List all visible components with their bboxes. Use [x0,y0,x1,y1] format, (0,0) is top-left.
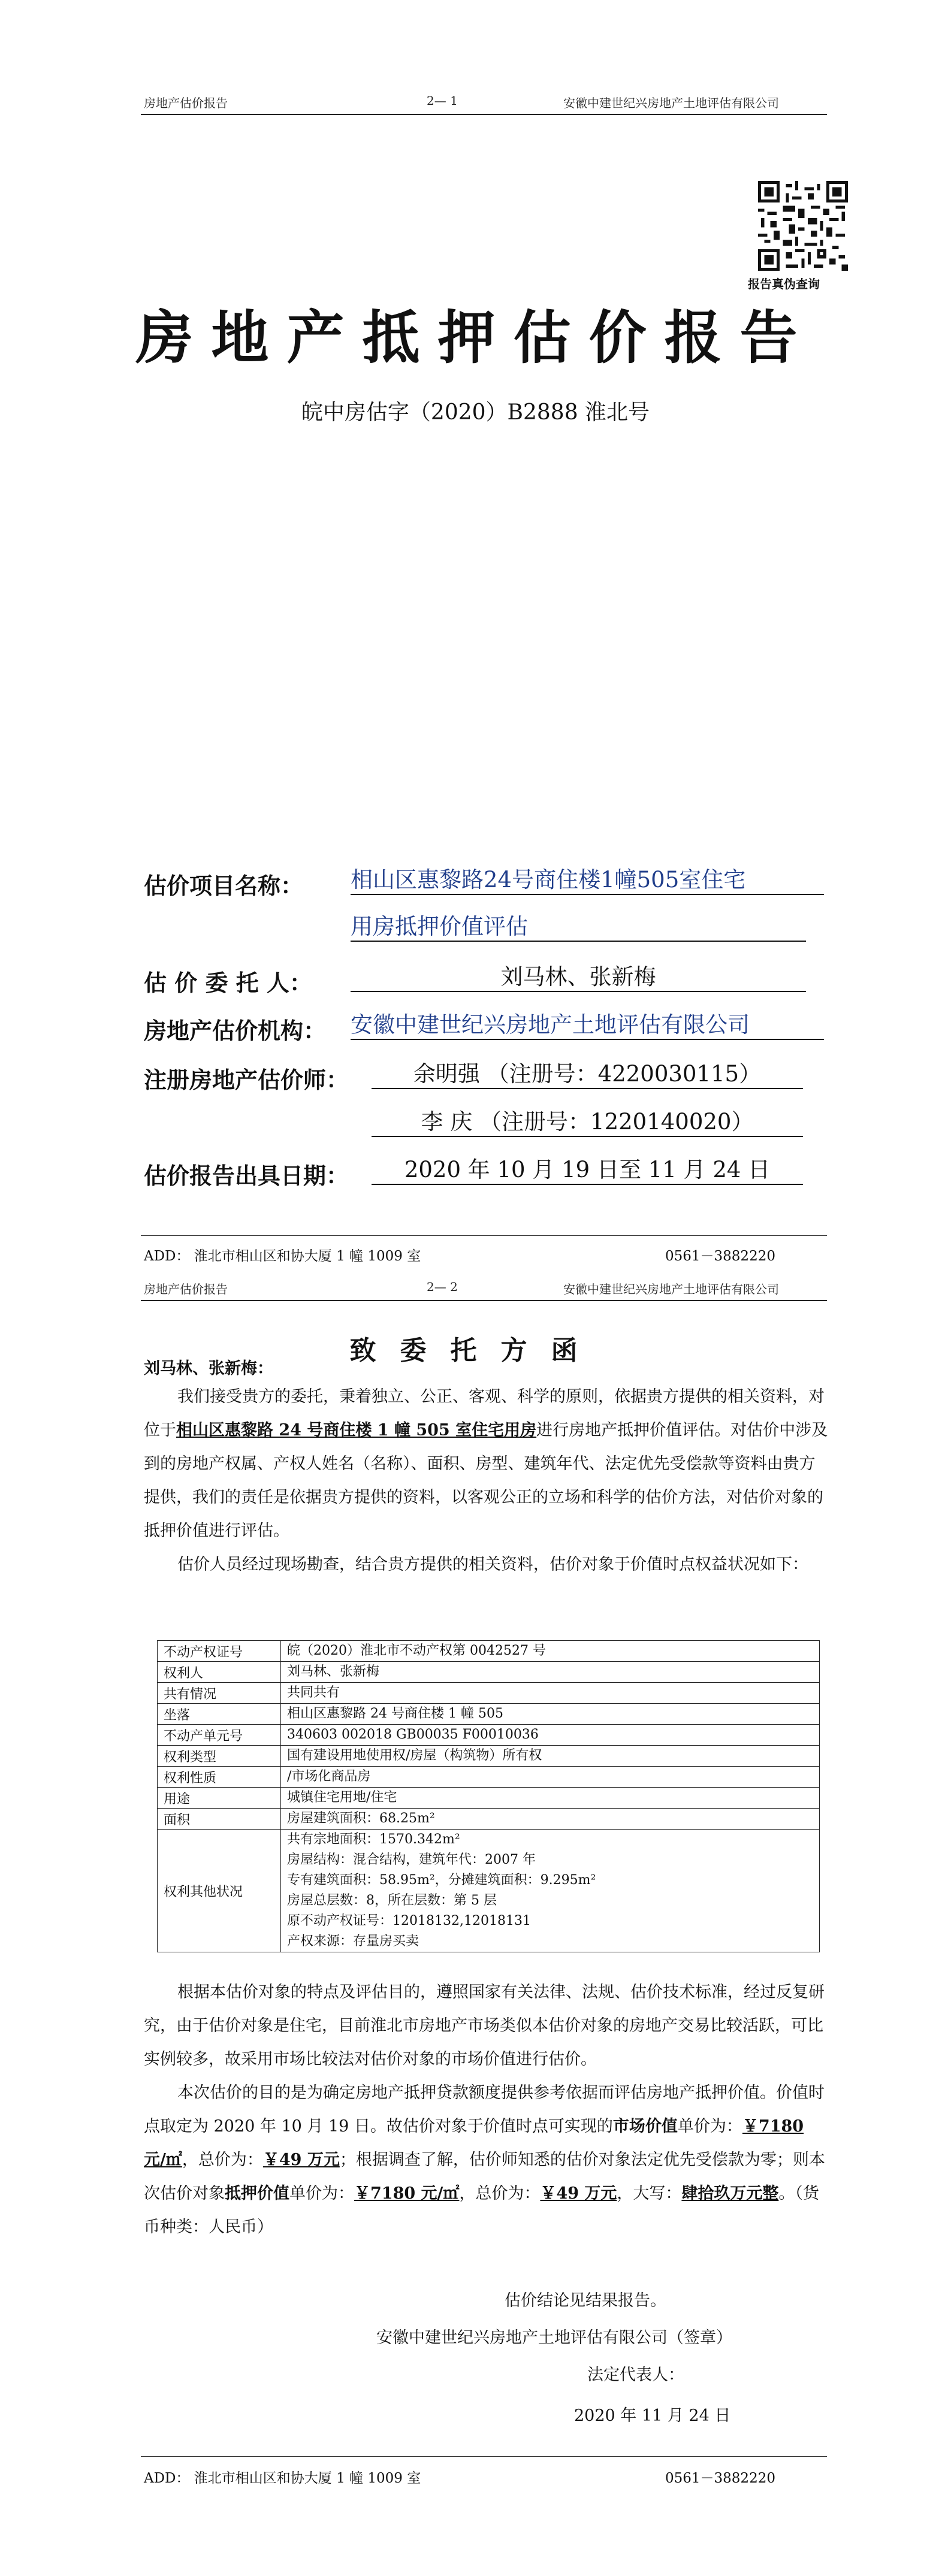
letter-title: 致委托方函 [349,1335,602,1366]
paragraph-text: 本次估价的目的是为确定房地产抵押贷款额度提供参考依据而评估房地产抵押价值。价值时点取定为 2020 年 10 月 19 日。故估价对象于价值时点可实现的 [144,2084,825,2136]
paragraph-text: ，总价为： [182,2151,263,2169]
header-right: 安徽中建世纪兴房地产土地评估有限公司 [563,96,779,110]
paragraph-text: ，总价为： [459,2184,541,2203]
table-value-line: /市场化商品房 [287,1769,371,1784]
document-number: 皖中房估字（2020）B2888 淮北号 [301,400,650,425]
report-date-value: 2020 年 10 月 19 日至 11 月 24 日 [372,1156,803,1185]
table-row [158,1641,820,1662]
table-row [158,1767,820,1788]
header-rule [141,114,827,115]
table-key-cell: 不动产权证号 [158,1641,281,1662]
paragraph-text: 根据本估价对象的特点及评估目的，遵照国家有关法律、法规、估价技术标准，经过反复研究，由于估价对象是住宅，目前淮北市房地产市场类似本估价对象的房地产交易比较活跃，可比实例较多，故采用市场比较法对估价对象的市场价值进行估价。 [144,1983,825,2069]
header-rule [141,1300,827,1301]
header-right: 安徽中建世纪兴房地产土地评估有限公司 [563,1282,779,1296]
table-value-cell [281,1725,820,1746]
paragraph-text: ，大写： [617,2184,682,2203]
table-value-line: 皖（2020）淮北市不动产权第 0042527 号 [287,1643,546,1658]
report-title: 房地产抵押估价报告 [135,304,816,371]
table-value-line: 相山区惠黎路 24 号商住楼 1 幢 505 [287,1706,503,1721]
table-value-line: 共有宗地面积：1570.342m² [287,1832,460,1847]
table-row [158,1809,820,1830]
table-value-line: 房屋结构：混合结构，建筑年代：2007 年 [287,1852,536,1867]
appraiser-2: 李 庆 （注册号：1220140020） [372,1108,803,1137]
table-value-cell [281,1683,820,1704]
table-row [158,1788,820,1809]
table-key-cell: 坐落 [158,1704,281,1725]
table-value-cell [281,1788,820,1809]
qr-caption: 报告真伪查询 [748,277,820,291]
table-row [158,1830,820,1952]
table-value-line: 国有建设用地使用权/房屋（构筑物）所有权 [287,1748,542,1763]
footer-address: ADD： 淮北市相山区和协大厦 1 幢 1009 室 [144,2471,421,2486]
table-key-cell: 权利类型 [158,1746,281,1767]
agency-value: 安徽中建世纪兴房地产土地评估有限公司 [351,1011,824,1040]
header-page-number: 2— 1 [427,93,458,108]
mortgage-unit-price: ￥7180 元/㎡ [354,2184,460,2203]
table-key-cell: 权利人 [158,1662,281,1683]
letter-paragraph-2 [144,1548,830,1582]
table-value-line: 城镇住宅用地/住宅 [287,1790,397,1805]
table-value-cell [281,1641,820,1662]
paragraph-text: 估价人员经过现场勘查，结合贵方提供的相关资料，估价对象于价值时点权益状况如下： [177,1555,808,1574]
client-value: 刘马林、张新梅 [351,963,806,992]
project-value-line2: 用房抵押价值评估 [351,913,806,942]
paragraph-text: 单价为： [289,2184,354,2203]
mortgage-value-term: 抵押价值 [225,2184,289,2203]
header-left: 房地产估价报告 [144,96,228,110]
qr-code-icon[interactable] [758,181,848,271]
signature-date: 2020 年 11 月 24 日 [574,2406,731,2425]
table-row [158,1662,820,1683]
letter-paragraph-1 [144,1380,830,1548]
paragraph-text: 单价为： [677,2117,742,2136]
header-page-number: 2— 2 [427,1280,458,1294]
table-value-cell [281,1767,820,1788]
appraiser-1: 余明强 （注册号：4220030115） [372,1060,803,1089]
table-value-cell [281,1704,820,1725]
table-row [158,1725,820,1746]
table-row [158,1704,820,1725]
paragraph-text: ；根据调查了解，估价师知悉的估价对象法定优先受偿款为零；则本次估价对象 [144,2151,825,2203]
letter-salutation: 刘马林、张新梅： [144,1359,273,1378]
letter-paragraph-3 [144,1976,830,2076]
footer-address: ADD： 淮北市相山区和协大厦 1 幢 1009 室 [144,1248,421,1264]
client-label: 估 价 委 托 人： [144,969,312,996]
table-key-cell: 权利其他状况 [158,1830,281,1952]
table-value-line: 房屋总层数：8，所在层数：第 5 层 [287,1893,497,1908]
amount-in-words: 肆拾玖万元整 [681,2184,779,2203]
paragraph-text: 进行房地产抵押价值评估。对估价中涉及到的房地产权属、产权人姓名（名称）、面积、房型、建筑年代、法定优先受偿款等资料由贵方提供，我们的责任是依据贵方提供的资料，以客观公正的立场和科学的估价方法，对估价对象的抵押价值进行评估。 [144,1421,828,1540]
table-key-cell: 用途 [158,1788,281,1809]
table-value-line: 产权来源：存量房买卖 [287,1934,419,1949]
table-key-cell: 不动产单元号 [158,1725,281,1746]
report-date-label: 估价报告出具日期： [144,1162,349,1189]
table-key-cell: 共有情况 [158,1683,281,1704]
project-value-line1: 相山区惠黎路24号商住楼1幢505室住宅 [351,866,824,895]
project-label: 估价项目名称： [144,872,304,899]
table-row [158,1683,820,1704]
market-total-price: ￥49 万元 [262,2151,340,2169]
table-row [158,1746,820,1767]
footer-rule [141,2456,827,2457]
table-value-cell [281,1662,820,1683]
table-value-cell [281,1809,820,1830]
rights-table [157,1640,820,1952]
market-value-term: 市场价值 [612,2117,678,2136]
table-value-line: 专有建筑面积：58.95m²，分摊建筑面积：9.295m² [287,1873,596,1888]
agency-label: 房地产估价机构： [144,1017,327,1044]
table-value-cell [281,1830,820,1952]
table-value-line: 共同共有 [287,1685,340,1700]
table-value-line: 340603 002018 GB00035 F00010036 [287,1727,539,1742]
company-signature: 安徽中建世纪兴房地产土地评估有限公司（签章） [376,2329,732,2347]
header-left: 房地产估价报告 [144,1282,228,1296]
footer-phone: 0561－3882220 [665,2471,775,2486]
conclusion-note: 估价结论见结果报告。 [505,2291,666,2310]
table-value-line: 房屋建筑面积：68.25m² [287,1811,435,1826]
property-address: 相山区惠黎路 24 号商住楼 1 幢 505 室住宅用房 [176,1421,537,1440]
legal-representative: 法定代表人： [587,2366,684,2384]
table-value-cell [281,1746,820,1767]
market-unit-price: ￥7180 元/㎡ [144,2117,804,2169]
footer-phone: 0561－3882220 [665,1248,775,1264]
paragraph-text: 。（货币种类：人民币） [144,2184,819,2236]
table-key-cell: 权利性质 [158,1767,281,1788]
table-value-line: 原不动产权证号：12018132,12018131 [287,1913,531,1928]
table-value-line: 刘马林、张新梅 [287,1664,380,1679]
letter-paragraph-4 [144,2076,830,2244]
mortgage-total-price: ￥49 万元 [540,2184,617,2203]
appraiser-label: 注册房地产估价师： [144,1066,349,1093]
footer-rule [141,1235,827,1236]
paragraph-text: 我们接受贵方的委托，秉着独立、公正、客观、科学的原则，依据贵方提供的相关资料，对位于 [144,1387,825,1440]
table-key-cell: 面积 [158,1809,281,1830]
